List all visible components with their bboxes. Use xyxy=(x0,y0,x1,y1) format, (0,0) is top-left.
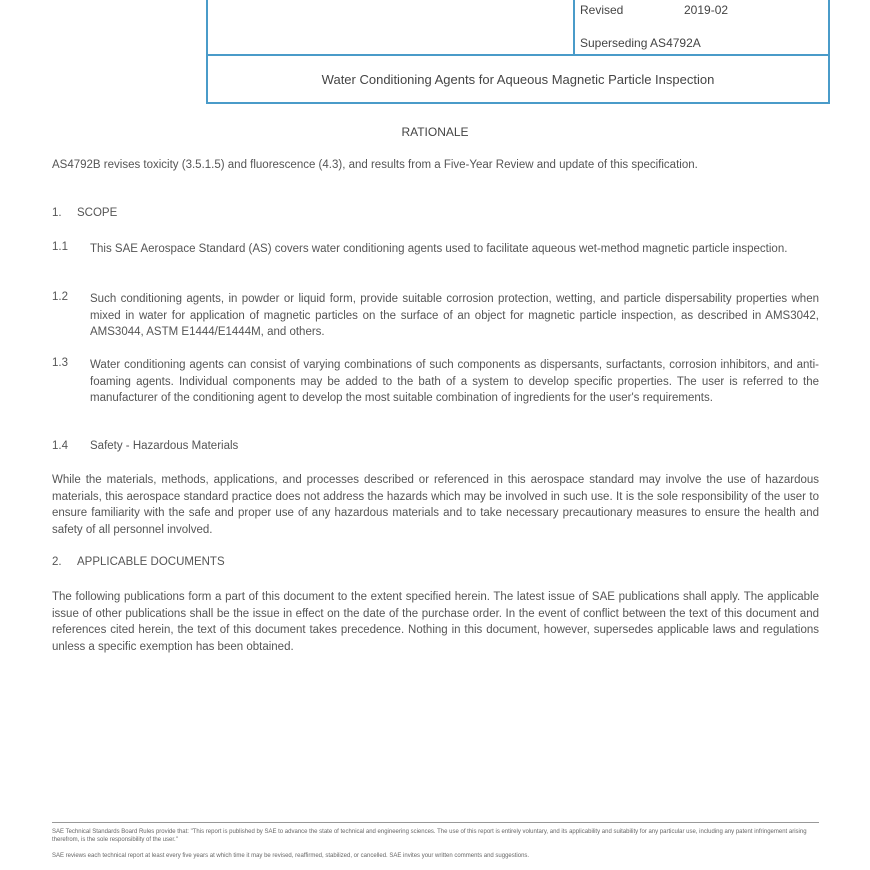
item-1-1-text: This SAE Aerospace Standard (AS) covers water conditioning agents used to facilitate aqueous wet-method magnetic particle inspection. xyxy=(90,243,788,255)
section-1-heading: SCOPE xyxy=(77,207,118,219)
section-2-number: 2. xyxy=(52,556,62,568)
rationale-text: AS4792B revises toxicity (3.5.1.5) and fluorescence (4.3), and results from a Five-Year Review and update of this specification. xyxy=(52,159,698,171)
rationale-heading: RATIONALE xyxy=(401,125,469,139)
item-1-4-heading: Safety - Hazardous Materials xyxy=(90,440,239,452)
document-header-box xyxy=(206,0,830,104)
item-1-2-number: 1.2 xyxy=(52,291,68,303)
section-1-number: 1. xyxy=(52,207,62,219)
revised-date: 2019-02 xyxy=(684,3,729,17)
superseding-label: Superseding AS4792A xyxy=(580,36,701,50)
header-divider-vertical xyxy=(573,0,575,56)
footer-rules-text: SAE Technical Standards Board Rules provide that: "This report is published by SAE to advance the state of technical and engineering sciences. The use of this report is entirely voluntary, and its applicability and suitability for any particular use, including any patent infringement arising therefrom, is the sole responsibility of the user." xyxy=(52,829,807,843)
item-1-3-text: Water conditioning agents can consist of varying combinations of such components as dispersants, surfactants, corrosion inhibitors, and anti-foaming agents. Individual components may be added to the bath of a system to develop specific properties. The user is referred to the manufacturer of the conditioning agent to develop the most suitable combination of ingredients for the user's requirements. xyxy=(90,359,819,404)
item-1-1-number: 1.1 xyxy=(52,241,68,253)
item-1-4-number: 1.4 xyxy=(52,440,68,452)
footer-divider xyxy=(52,822,819,823)
safety-text: While the materials, methods, applications, and processes described or referenced in this aerospace standard may involve the use of hazardous materials, this aerospace standard practice does not address the hazards which may be involved in such use. It is the sole responsibility of the user to ensure familiarity with the safe and proper use of any hazardous materials and to take necessary precautionary measures to ensure the health and safety of all personnel involved. xyxy=(52,474,819,536)
section-2-heading: APPLICABLE DOCUMENTS xyxy=(77,556,225,568)
footer-review-text: SAE reviews each technical report at least every five years at which time it may be revised, reaffirmed, stabilized, or cancelled. SAE invites your written comments and suggestions. xyxy=(52,853,530,859)
header-divider-horizontal xyxy=(208,54,828,56)
item-1-2-text: Such conditioning agents, in powder or liquid form, provide suitable corrosion protection, wetting, and particle dispersability properties when mixed in water for application of magnetic particles on the surface of an object for magnetic particle inspection, as described in AMS3042, AMS3044, ASTM E1444/E1444M, and others. xyxy=(90,293,819,338)
document-title: Water Conditioning Agents for Aqueous Magnetic Particle Inspection xyxy=(321,72,715,87)
revised-label: Revised xyxy=(580,3,624,17)
item-1-3-number: 1.3 xyxy=(52,357,68,369)
applicable-documents-text: The following publications form a part of this document to the extent specified herein. The latest issue of SAE publications shall apply. The applicable issue of other publications shall be the issue in effect on the date of the purchase order. In the event of conflict between the text of this document and references cited herein, the text of this document takes precedence. Nothing in this document, however, supersedes applicable laws and regulations unless a specific exemption has been obtained. xyxy=(52,591,819,653)
